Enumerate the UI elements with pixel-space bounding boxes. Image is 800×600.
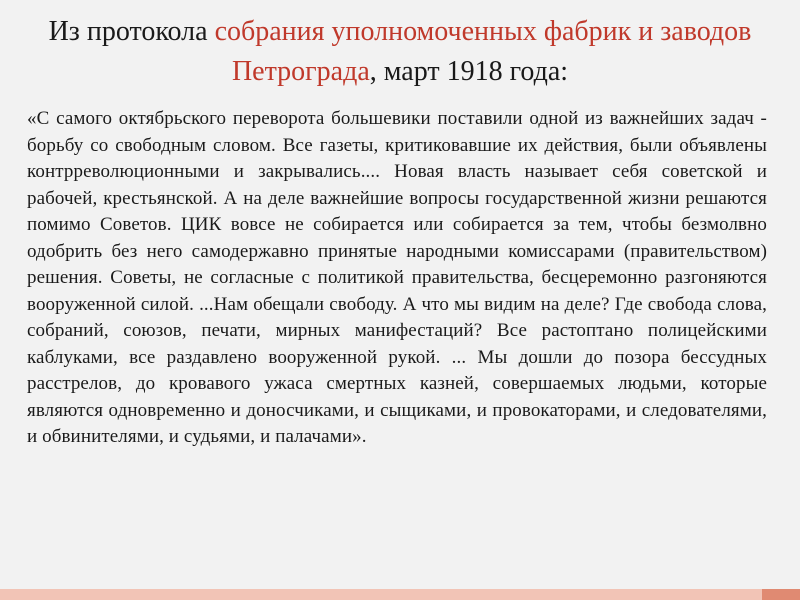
title-suffix: , март 1918 года: [369, 56, 569, 87]
quote-text: «С самого октябрьского переворота большевики поставили одной из важнейших задач - борьбу со свободным словом. Все газеты, критиковавшие их действия, были объявлены контрреволюционными и закрывались.... Новая власть называет себя советской и рабочей, крестьянской. А на деле важнейшие вопросы государственной жизни решаются помимо Советов. ЦИК вовсе не собирается или собирается за тем, чтобы безмолвно одобрить без него самодержавно принятые народными комиссарами (правительством) решения. Советы, не согласные с политикой правительства, бесцеремонно разгоняются вооруженной силой. ...Нам обещали свободу. А что мы видим на деле? Где свобода слова, собраний, союзов, печати, мирных манифестаций? Все растоптано полицейскими каблуками, все раздавлено вооруженной рукой. ... Мы дошли до позора бессудных расстрелов, до кровавого ужаса смертных казней, совершаемых людьми, которые являются одновременно и доносчиками, и сыщиками, и провокаторами, и следователями, и обвинителями, и судьями, и палачами». [27, 108, 767, 447]
footer-bar [0, 589, 800, 600]
footer-bar-accent [762, 589, 800, 600]
slide-title [20, 12, 780, 92]
title-accent: собрания уполномоченных фабрик и заводов Петрограда [214, 16, 752, 87]
title-prefix: Из протокола [48, 16, 215, 47]
